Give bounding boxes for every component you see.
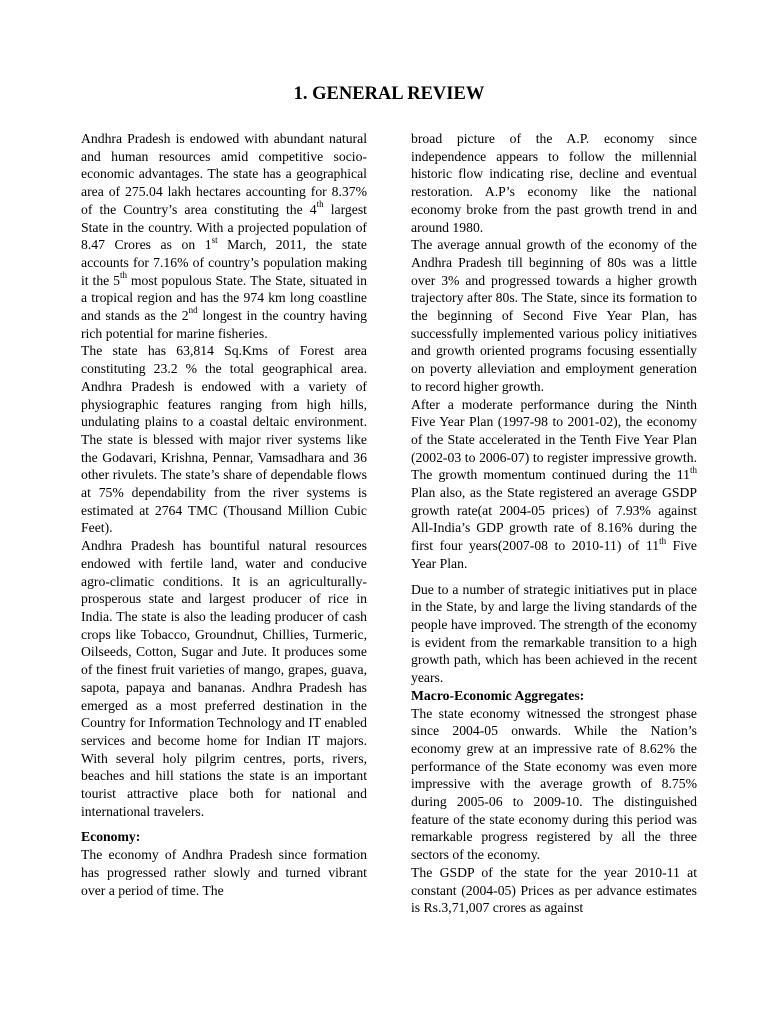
superscript: th <box>316 199 324 210</box>
paragraph-resources: Andhra Pradesh has bountiful natural resources endowed with fertile land, water and conducive agro-climatic conditions. It is an agriculturally-prosperous state and largest producer of rice in India. The state is also the leading producer of cash crops like Tobacco, Groundnut, Chillies, Turmeric, Oilseeds, Cotton, Sugar and Jute. It produces some of the finest fruit varieties of mango, grapes, guava, sapota, papaya and bananas. Andhra Pradesh has emerged as a most preferred destination in the Country for Information Technology and IT enabled services and become home for Indian IT majors. With several holy pilgrim centres, ports, rivers, beaches and hill stations the state is an important tourist attractive place both for national and international travelers. <box>81 538 367 819</box>
superscript: th <box>659 535 667 546</box>
text-run: largest State in the country. With a projected population of 8.47 Crores as on 1 <box>81 201 367 253</box>
section-heading-macro-economic: Macro-Economic Aggregates: <box>411 687 585 703</box>
paragraph-economy: The economy of Andhra Pradesh since formation has progressed rather slowly and turned vibrant over a period of time. The <box>81 847 367 898</box>
superscript: nd <box>188 305 198 316</box>
text-run: most populous State. The State, situated in a tropical region and has the 974 km long coastline and stands as the 2 <box>81 272 367 324</box>
paragraph-geography <box>81 130 367 342</box>
paragraph-broad-picture: broad picture of the A.P. economy since independence appears to follow the millennial historic flow indicating rise, decline and eventual restoration. A.P’s economy like the national economy broke from the past growth trend in and around 1980. <box>411 131 697 235</box>
right-column <box>411 130 697 917</box>
superscript: st <box>211 234 218 245</box>
section-heading-economy: Economy: <box>81 829 141 845</box>
text-run: Five Year Plan. <box>411 538 697 571</box>
paragraph-growth: The average annual growth of the economy of the Andhra Pradesh till beginning of 80s was a little over 3% and progressed towards a higher growth trajectory after 80s. The State, since its formation to the beginning of Second Five Year Plan, has successfully implemented various policy initiatives and growth oriented programs focusing essentially on poverty alleviation and employment generation to record higher growth. <box>411 237 697 394</box>
paragraph-state-economy: The state economy witnessed the strongest phase since 2004-05 onwards. While the Nation’s economy grew at an impressive rate of 8.62% the performance of the State economy was even more impressive with the average growth of 8.75% during 2005-06 to 2009-10. The distinguished feature of the state economy during this period was remarkable progress registered by all the three sectors of the economy. <box>411 705 697 863</box>
paragraph-gsdp: The GSDP of the state for the year 2010-11 at constant (2004-05) Prices as per advance estimates is Rs.3,71,007 crores as against <box>411 864 697 916</box>
page-title: 1. GENERAL REVIEW <box>293 84 485 104</box>
text-run: March, 2011, the state accounts for 7.16% of country’s population making it the 5 <box>81 237 367 288</box>
text-run: Plan also, as the State registered an average GSDP growth rate(at 2004-05 prices) of 7.93% against All-India’s GDP growth rate of 8.16% during the first four years(2007-08 to 2010-11) of 11 <box>411 485 697 554</box>
paragraph-plans <box>411 396 697 573</box>
left-column <box>81 130 367 899</box>
superscript: th <box>689 464 697 475</box>
text-run: Andhra Pradesh is endowed with abundant natural and human resources amid competitive socio-economic advantages. The state has a geographical area of 275.04 lakh hectares accounting for 8.37% of the Country’s area constituting the 4 <box>81 131 367 217</box>
text-run: longest in the country having rich potential for marine fisheries. <box>81 308 367 341</box>
paragraph-living-standards: Due to a number of strategic initiatives put in place in the State, by and large the living standards of the people have improved. The strength of the economy is evident from the remarkable transition to a high growth path, which has been achieved in the recent years. <box>411 581 697 686</box>
text-run: After a moderate performance during the Ninth Five Year Plan (1997-98 to 2001-02), the economy of the State accelerated in the Tenth Five Year Plan (2002-03 to 2006-07) to register impressive growth. The growth momentum continued during the 11 <box>411 396 697 483</box>
paragraph-forest: The state has 63,814 Sq.Kms of Forest area constituting 23.2 % the total geographical area. Andhra Pradesh is endowed with a variety of physiographic features ranging from high hills, undulating plains to a coastal deltaic environment. The state is blessed with major river systems like the Godavari, Krishna, Pennar, Vamsadhara and 36 other rivulets. The state’s share of dependable flows at 75% dependability from the river systems is estimated at 2764 TMC (Thousand Million Cubic Feet). <box>81 343 367 536</box>
superscript: th <box>119 270 127 281</box>
